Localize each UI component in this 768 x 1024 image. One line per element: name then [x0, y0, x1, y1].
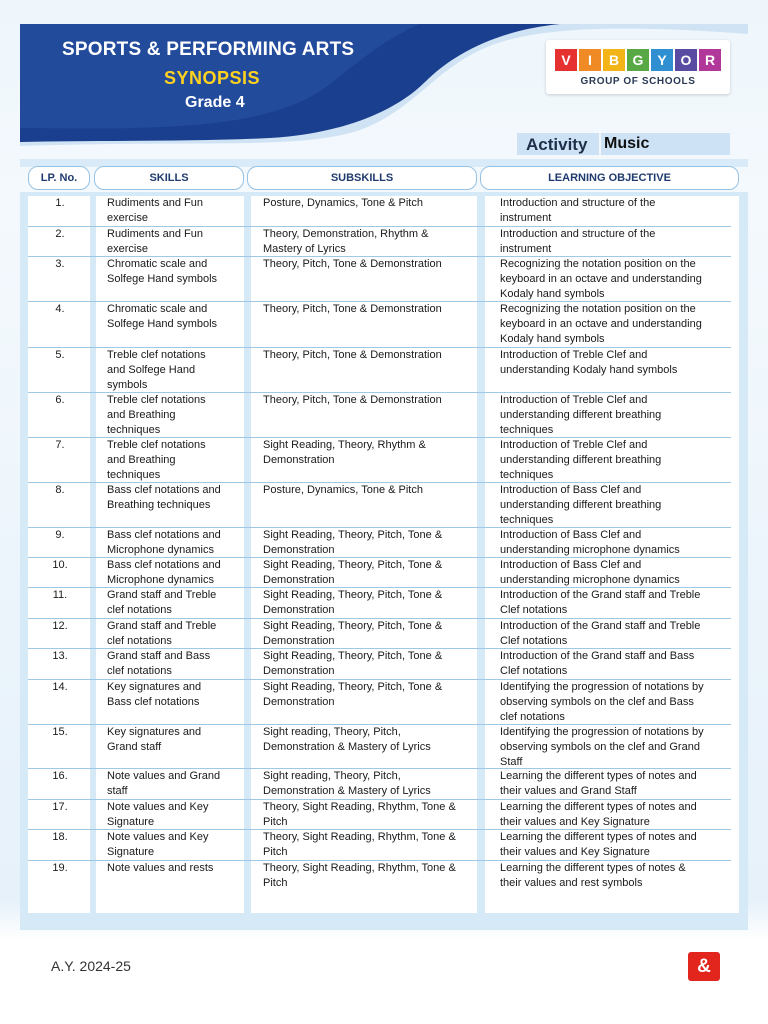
objective-text-cell	[500, 588, 732, 618]
skill-text-line: and Breathing	[107, 454, 176, 466]
subskill-text-line: Sight Reading, Theory, Rhythm &	[263, 439, 426, 451]
skill-text-cell	[107, 528, 237, 558]
objective-text-line: techniques	[500, 469, 554, 481]
objective-text-cell	[500, 227, 732, 257]
subskill-text-line: Sight Reading, Theory, Pitch, Tone &	[263, 589, 443, 601]
skill-text-cell	[107, 196, 237, 226]
row-number: 15.	[52, 726, 68, 738]
academic-year: A.Y. 2024-25	[51, 958, 131, 974]
objective-text-line: Introduction of Bass Clef and	[500, 529, 642, 541]
objective-text-line: Clef notations	[500, 635, 568, 647]
subskill-text-line: Demonstration & Mastery of Lyrics	[263, 785, 431, 797]
subskill-text-line: Demonstration	[263, 604, 335, 616]
skill-text-line: Grand staff and Treble	[107, 620, 217, 632]
subskill-text-cell	[263, 196, 475, 211]
objective-text-line: observing symbols on the clef and Bass	[500, 696, 694, 708]
subskill-text-cell	[263, 393, 475, 408]
objective-text-line: their values and Key Signature	[500, 816, 650, 828]
row-number: 4.	[55, 303, 65, 315]
column-header-subskills: SUBSKILLS	[247, 166, 477, 190]
objective-text-line: understanding Kodaly hand symbols	[500, 364, 678, 376]
subskill-text-cell	[263, 649, 475, 679]
objective-text-line: Clef notations	[500, 665, 568, 677]
row-number: 1.	[55, 197, 65, 209]
objective-text-cell	[500, 830, 732, 860]
row-number: 11.	[52, 589, 68, 601]
skill-text-line: Grand staff and Bass	[107, 650, 211, 662]
row-number: 12.	[52, 620, 68, 632]
subskill-text-line: Demonstration & Mastery of Lyrics	[263, 741, 431, 753]
subskill-text-line: Demonstration	[263, 696, 335, 708]
skill-text-line: Microphone dynamics	[107, 574, 214, 586]
objective-text-line: Kodaly hand symbols	[500, 288, 605, 300]
objective-text-line: Introduction of the Grand staff and Bass	[500, 650, 695, 662]
skill-text-cell	[107, 588, 237, 618]
skill-text-line: Treble clef notations	[107, 349, 206, 361]
skill-text-cell	[107, 619, 237, 649]
objective-text-line: Recognizing the notation position on the	[500, 303, 696, 315]
row-number: 10.	[52, 559, 68, 571]
skill-text-line: Grand staff and Treble	[107, 589, 217, 601]
row-number: 19.	[52, 862, 68, 874]
subskill-text-cell	[263, 483, 475, 498]
skill-text-line: Treble clef notations	[107, 439, 206, 451]
objective-text-cell	[500, 438, 732, 483]
skill-text-line: Bass clef notations and	[107, 484, 221, 496]
subskill-text-cell	[263, 558, 475, 588]
skill-text-line: Microphone dynamics	[107, 544, 214, 556]
row-number: 7.	[55, 439, 65, 451]
subskill-text-line: Theory, Pitch, Tone & Demonstration	[263, 349, 442, 361]
objective-text-line: Introduction of Treble Clef and	[500, 349, 648, 361]
subskill-text-line: Sight reading, Theory, Pitch,	[263, 770, 401, 782]
objective-text-cell	[500, 257, 732, 302]
objective-text-cell	[500, 196, 732, 226]
subskill-text-cell	[263, 257, 475, 272]
objective-text-line: keyboard in an octave and understanding	[500, 273, 702, 285]
logo-letters	[555, 49, 721, 71]
page-subtitle: SYNOPSIS	[164, 68, 261, 88]
skill-text-line: symbols	[107, 379, 148, 391]
objective-text-line: Introduction and structure of the	[500, 228, 656, 240]
objective-text-line: Learning the different types of notes and	[500, 770, 697, 782]
skill-text-line: Solfege Hand symbols	[107, 318, 218, 330]
skill-text-cell	[107, 257, 237, 287]
column-header-skills: SKILLS	[94, 166, 244, 190]
objective-text-cell	[500, 558, 732, 588]
skill-text-cell	[107, 483, 237, 513]
subskill-text-line: Theory, Sight Reading, Rhythm, Tone &	[263, 801, 456, 813]
objective-text-line: Learning the different types of notes and	[500, 831, 697, 843]
skill-text-line: techniques	[107, 424, 161, 436]
skill-text-line: Chromatic scale and	[107, 303, 208, 315]
objective-text-cell	[500, 348, 732, 378]
skill-text-cell	[107, 830, 237, 860]
row-number: 18.	[52, 831, 68, 843]
subskill-text-cell	[263, 800, 475, 830]
objective-text-cell	[500, 528, 732, 558]
subskill-text-line: Theory, Pitch, Tone & Demonstration	[263, 303, 442, 315]
subskill-text-line: Theory, Demonstration, Rhythm &	[263, 228, 429, 240]
school-logo	[546, 40, 730, 94]
subskill-text-line: Sight Reading, Theory, Pitch, Tone &	[263, 681, 443, 693]
row-number: 14.	[52, 681, 68, 693]
objective-text-cell	[500, 800, 732, 830]
objective-text-line: instrument	[500, 243, 552, 255]
skill-text-line: Signature	[107, 846, 155, 858]
logo-letter: O	[675, 49, 697, 71]
skill-text-cell	[107, 861, 237, 876]
skill-text-cell	[107, 393, 237, 438]
subskill-text-line: Theory, Sight Reading, Rhythm, Tone &	[263, 831, 456, 843]
objective-text-line: keyboard in an octave and understanding	[500, 318, 702, 330]
objective-text-line: understanding different breathing	[500, 499, 662, 511]
activity-label: Activity	[517, 133, 599, 155]
objective-text-line: their values and Grand Staff	[500, 785, 637, 797]
subskill-text-line: Mastery of Lyrics	[263, 243, 346, 255]
logo-letter: R	[699, 49, 721, 71]
skill-text-line: Note values and Key	[107, 801, 209, 813]
objective-text-cell	[500, 725, 732, 770]
subskill-text-line: Pitch	[263, 816, 288, 828]
skill-text-line: clef notations	[107, 665, 172, 677]
subskill-text-line: Pitch	[263, 846, 288, 858]
skill-text-cell	[107, 302, 237, 332]
logo-letter: Y	[651, 49, 673, 71]
logo-letter: B	[603, 49, 625, 71]
objective-text-line: techniques	[500, 424, 554, 436]
subskill-text-line: Posture, Dynamics, Tone & Pitch	[263, 197, 423, 209]
subskill-text-line: Sight Reading, Theory, Pitch, Tone &	[263, 559, 443, 571]
skill-text-cell	[107, 769, 237, 799]
skill-text-cell	[107, 438, 237, 483]
row-number: 2.	[55, 228, 65, 240]
skill-text-line: Note values and rests	[107, 862, 214, 874]
skill-text-line: clef notations	[107, 604, 172, 616]
skill-text-cell	[107, 680, 237, 710]
skill-text-line: Note values and Grand	[107, 770, 221, 782]
skill-text-line: Bass clef notations and	[107, 529, 221, 541]
skill-text-line: Key signatures and	[107, 681, 202, 693]
subskill-text-line: Posture, Dynamics, Tone & Pitch	[263, 484, 423, 496]
objective-text-line: Introduction and structure of the	[500, 197, 656, 209]
subskill-text-line: Theory, Pitch, Tone & Demonstration	[263, 394, 442, 406]
objective-text-line: Identifying the progression of notations by	[500, 726, 704, 738]
row-number: 6.	[55, 394, 65, 406]
subskill-text-line: Sight reading, Theory, Pitch,	[263, 726, 401, 738]
objective-text-line: Introduction of Treble Clef and	[500, 394, 648, 406]
skill-text-cell	[107, 725, 237, 755]
skill-text-line: Bass clef notations	[107, 696, 200, 708]
skill-text-line: and Breathing	[107, 409, 176, 421]
logo-letter: V	[555, 49, 577, 71]
objective-text-line: Clef notations	[500, 604, 568, 616]
objective-text-cell	[500, 302, 732, 347]
objective-text-cell	[500, 619, 732, 649]
skill-text-line: Rudiments and Fun	[107, 197, 203, 209]
row-number: 13.	[52, 650, 68, 662]
objective-text-cell	[500, 393, 732, 438]
subskill-text-line: Theory, Sight Reading, Rhythm, Tone &	[263, 862, 456, 874]
objective-text-line: Introduction of the Grand staff and Treble	[500, 589, 701, 601]
skill-text-line: clef notations	[107, 635, 172, 647]
objective-text-line: Introduction of Bass Clef and	[500, 484, 642, 496]
subskill-text-line: Theory, Pitch, Tone & Demonstration	[263, 258, 442, 270]
objective-text-cell	[500, 649, 732, 679]
skill-text-cell	[107, 558, 237, 588]
skill-text-line: Treble clef notations	[107, 394, 206, 406]
objective-text-line: Introduction of the Grand staff and Treble	[500, 620, 701, 632]
column-header-lp-no: LP. No.	[28, 166, 90, 190]
skill-text-line: Note values and Key	[107, 831, 209, 843]
subskill-text-line: Demonstration	[263, 454, 335, 466]
subskill-text-cell	[263, 302, 475, 317]
skill-text-cell	[107, 800, 237, 830]
objective-text-line: understanding microphone dynamics	[500, 574, 680, 586]
objective-text-line: Introduction of Bass Clef and	[500, 559, 642, 571]
subskill-text-cell	[263, 861, 475, 891]
column-header-learning-objective: LEARNING OBJECTIVE	[480, 166, 739, 190]
objective-text-line: Learning the different types of notes and	[500, 801, 697, 813]
objective-text-cell	[500, 680, 732, 725]
subskill-text-line: Pitch	[263, 877, 288, 889]
subskill-text-cell	[263, 619, 475, 649]
subskill-text-cell	[263, 725, 475, 755]
subskill-text-cell	[263, 227, 475, 257]
logo-subtitle: GROUP OF SCHOOLS	[580, 76, 696, 87]
skill-text-line: Grand staff	[107, 741, 162, 753]
objective-text-line: observing symbols on the clef and Grand	[500, 741, 700, 753]
skill-text-cell	[107, 649, 237, 679]
objective-text-line: Learning the different types of notes &	[500, 862, 686, 874]
subskill-text-line: Demonstration	[263, 665, 335, 677]
objective-text-line: understanding microphone dynamics	[500, 544, 680, 556]
skill-text-line: Key signatures and	[107, 726, 202, 738]
row-number: 16.	[52, 770, 68, 782]
objective-text-line: techniques	[500, 514, 554, 526]
subskill-text-cell	[263, 438, 475, 468]
objective-text-line: Recognizing the notation position on the	[500, 258, 696, 270]
skill-text-line: techniques	[107, 469, 161, 481]
subskill-text-line: Sight Reading, Theory, Pitch, Tone &	[263, 620, 443, 632]
subskill-text-cell	[263, 588, 475, 618]
skill-text-cell	[107, 227, 237, 257]
row-number: 9.	[55, 529, 65, 541]
objective-text-line: Staff	[500, 756, 523, 768]
objective-text-line: Identifying the progression of notations by	[500, 681, 704, 693]
objective-text-cell	[500, 483, 732, 528]
skill-text-line: Rudiments and Fun	[107, 228, 203, 240]
activity-value: Music	[601, 133, 730, 155]
row-number: 3.	[55, 258, 65, 270]
subskill-text-cell	[263, 769, 475, 799]
skill-text-cell	[107, 348, 237, 393]
objective-text-line: understanding different breathing	[500, 454, 662, 466]
subskill-text-line: Demonstration	[263, 544, 335, 556]
objective-text-line: their values and Key Signature	[500, 846, 650, 858]
grade-label: Grade 4	[185, 94, 245, 111]
footer-band	[20, 922, 748, 930]
objective-text-line: Introduction of Treble Clef and	[500, 439, 648, 451]
objective-text-line: Kodaly hand symbols	[500, 333, 605, 345]
skill-text-line: staff	[107, 785, 128, 797]
subskill-text-cell	[263, 680, 475, 710]
objective-text-cell	[500, 769, 732, 799]
objective-text-line: clef notations	[500, 711, 565, 723]
skill-text-line: exercise	[107, 243, 148, 255]
row-number: 8.	[55, 484, 65, 496]
subskill-text-cell	[263, 830, 475, 860]
page-title: SPORTS & PERFORMING ARTS	[62, 39, 355, 60]
subskill-text-line: Demonstration	[263, 574, 335, 586]
objective-text-line: their values and rest symbols	[500, 877, 643, 889]
subskill-text-line: Demonstration	[263, 635, 335, 647]
subskill-text-line: Sight Reading, Theory, Pitch, Tone &	[263, 650, 443, 662]
subskill-text-line: Sight Reading, Theory, Pitch, Tone &	[263, 529, 443, 541]
brand-mark-icon: &	[688, 952, 720, 981]
subskill-text-cell	[263, 348, 475, 363]
skill-text-line: Signature	[107, 816, 155, 828]
subskill-text-cell	[263, 528, 475, 558]
skill-text-line: Breathing techniques	[107, 499, 211, 511]
skill-text-line: Solfege Hand symbols	[107, 273, 218, 285]
logo-letter: I	[579, 49, 601, 71]
objective-text-line: instrument	[500, 212, 552, 224]
row-number: 5.	[55, 349, 65, 361]
skill-text-line: Bass clef notations and	[107, 559, 221, 571]
row-number: 17.	[52, 801, 68, 813]
objective-text-line: understanding different breathing	[500, 409, 662, 421]
objective-text-cell	[500, 861, 732, 891]
skill-text-line: exercise	[107, 212, 148, 224]
skill-text-line: Chromatic scale and	[107, 258, 208, 270]
logo-letter: G	[627, 49, 649, 71]
skill-text-line: and Solfege Hand	[107, 364, 196, 376]
